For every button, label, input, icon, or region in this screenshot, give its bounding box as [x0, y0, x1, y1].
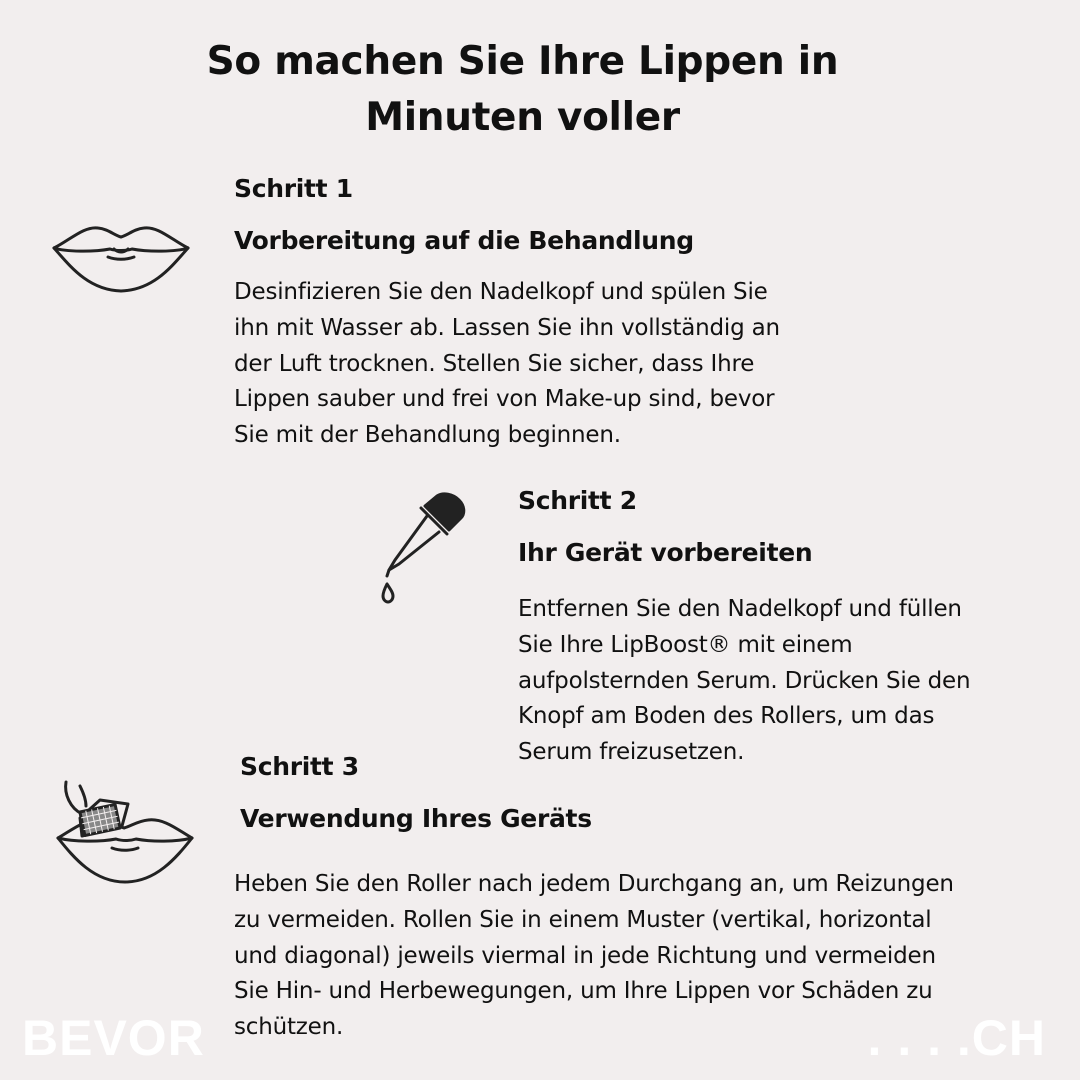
- step-3-body-line: Sie Hin- und Herbewegungen, um Ihre Lippen vor Schäden zu: [234, 978, 933, 1005]
- step-1-body: [234, 275, 780, 454]
- step-1-body-line: Lippen sauber und frei von Make-up sind, bevor: [234, 386, 775, 413]
- step-1-heading: Vorbereitung auf die Behandlung: [234, 226, 694, 255]
- step-2-body-line: Knopf am Boden des Rollers, um das: [518, 703, 935, 730]
- page-title: [170, 34, 875, 146]
- step-3-body-line: zu vermeiden. Rollen Sie in einem Muster (vertikal, horizontal: [234, 906, 932, 933]
- step-3-label: Schritt 3: [240, 752, 359, 781]
- step-3-body: [234, 867, 954, 1046]
- step-1-body-line: Desinfizieren Sie den Nadelkopf und spülen Sie: [234, 279, 768, 305]
- step-1-label: Schritt 1: [234, 174, 353, 203]
- page-title-line-2: Minuten voller: [365, 95, 680, 140]
- step-3-heading: Verwendung Ihres Geräts: [240, 804, 592, 833]
- step-2-body-line: Sie Ihre LipBoost® mit einem: [518, 631, 853, 658]
- step-1-body-line: Sie mit der Behandlung beginnen.: [234, 422, 621, 449]
- step-2-heading: Ihr Gerät vorbereiten: [518, 538, 813, 567]
- step-3-body-line: und diagonal) jeweils viermal in jede Richtung und vermeiden: [234, 942, 936, 969]
- lip-roller-icon: [52, 778, 197, 886]
- page-title-line-1: So machen Sie Ihre Lippen in: [206, 39, 839, 84]
- watermark-left: BEVOR: [22, 1010, 205, 1066]
- step-2-body: [518, 592, 970, 771]
- watermark-right: . . . .CH: [867, 1010, 1046, 1066]
- step-2-body-line: Serum freizusetzen.: [518, 739, 745, 766]
- step-1-body-line: der Luft trocknen. Stellen Sie sicher, dass Ihre: [234, 350, 755, 377]
- dropper-icon: [375, 490, 467, 605]
- step-3-body-line: schützen.: [234, 1014, 344, 1041]
- step-2-body-line: Entfernen Sie den Nadelkopf und füllen: [518, 596, 962, 622]
- step-2-body-line: aufpolsternden Serum. Drücken Sie den: [518, 667, 971, 694]
- step-1-body-line: ihn mit Wasser ab. Lassen Sie ihn vollständig an: [234, 314, 780, 341]
- step-2-label: Schritt 2: [518, 486, 637, 515]
- step-3-body-line: Heben Sie den Roller nach jedem Durchgang an, um Reizungen: [234, 871, 954, 897]
- lips-icon: [50, 218, 192, 296]
